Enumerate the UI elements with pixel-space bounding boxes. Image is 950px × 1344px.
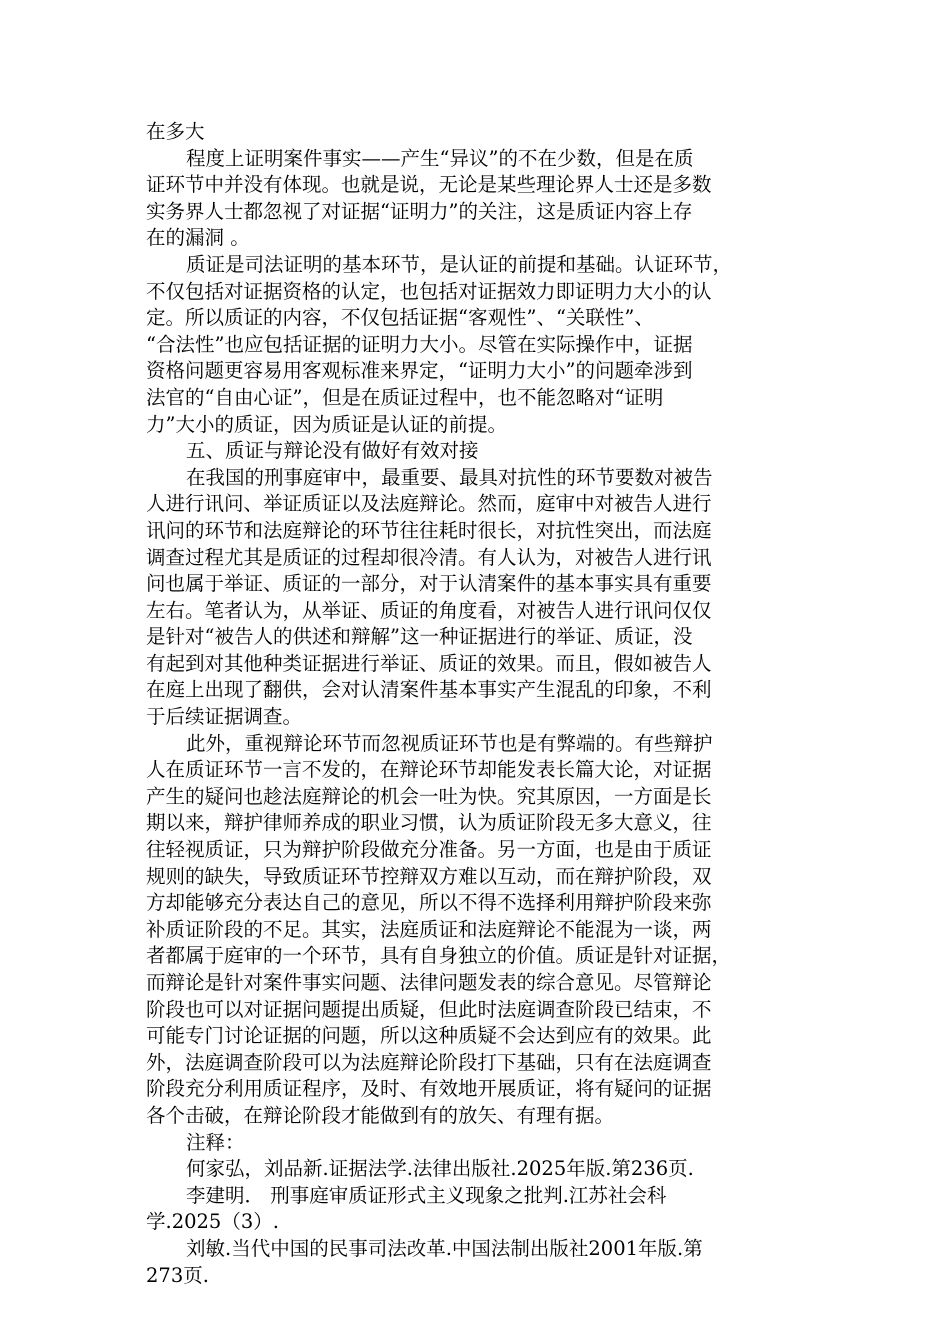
text-line: 方却能够充分表达自己的意见，所以不得不选择利用辩护阶段来弥 [146,891,712,915]
text-line: 阶段充分利用质证程序，及时、有效地开展质证，将有疑问的证据 [146,1077,712,1101]
text-line: 阶段也可以对证据问题提出质疑，但此时法庭调查阶段已结束，不 [146,997,712,1021]
text-line: 各个击破，在辩论阶段才能做到有的放矢、有理有据。 [146,1103,615,1127]
text-line: 问也属于举证、质证的一部分，对于认清案件的基本事实具有重要 [146,572,712,596]
text-line: 而辩论是针对案件事实问题、法律问题发表的综合意见。尽管辩论 [146,971,712,994]
text-line: 调查过程尤其是质证的过程却很冷清。有人认为，对被告人进行讯 [146,545,712,569]
text-line: 者都属于庭审的一个环节，具有自身独立的价值。质证是针对证据， [146,944,732,968]
text-line: 规则的缺失，导致质证环节控辩双方难以互动，而在辩护阶段，双 [146,864,712,888]
text-line: 补质证阶段的不足。其实，法庭质证和法庭辩论不能混为一谈，两 [146,917,712,941]
text-line: 273页. [146,1263,209,1287]
text-line: 在多大 [146,120,205,143]
text-line: 资格问题更容易用客观标准来界定，“证明力大小”的问题牵涉到 [146,359,693,383]
text-line: 外，法庭调查阶段可以为法庭辩论阶段打下基础，只有在法庭调查 [146,1050,712,1074]
text-line: 在的漏洞 。 [146,226,250,250]
text-line: 学.2025（3）. [146,1210,279,1234]
text-line: 不仅包括对证据资格的认定，也包括对证据效力即证明力大小的认 [146,279,712,303]
text-line: 有起到对其他种类证据进行举证、质证的效果。而且，假如被告人 [146,651,712,675]
text-line: 程度上证明案件事实——产生“异议”的不在少数，但是在质 [186,146,694,170]
text-line: 在庭上出现了翻供，会对认清案件基本事实产生混乱的印象，不利 [146,678,712,702]
text-line: 产生的疑问也趁法庭辩论的机会一吐为快。究其原因，一方面是长 [146,784,712,808]
text-line: 力”大小的质证，因为质证是认证的前提。 [146,412,507,436]
text-line: 在我国的刑事庭审中，最重要、最具对抗性的环节要数对被告 [186,465,713,489]
text-line: 五、质证与辩论没有做好有效对接 [186,439,479,463]
text-line: 质证是司法证明的基本环节，是认证的前提和基础。认证环节， [186,252,733,276]
text-line: 李建明． 刑事庭审质证形式主义现象之批判.江苏社会科 [186,1183,667,1207]
text-line: 可能专门讨论证据的问题，所以这种质疑不会达到应有的效果。此 [146,1024,712,1048]
text-line: 左右。笔者认为，从举证、质证的角度看，对被告人进行讯问仅仅 [146,598,712,622]
text-line: 定。所以质证的内容，不仅包括证据“客观性”、“关联性”、 [146,306,654,330]
text-line: 法官的“自由心证”，但是在质证过程中，也不能忽略对“证明 [146,385,664,409]
text-line: 注释： [186,1130,245,1154]
text-line: 期以来，辩护律师养成的职业习惯，认为质证阶段无多大意义，往 [146,811,712,835]
text-line: 于后续证据调查。 [146,705,303,729]
text-line: “合法性”也应包括证据的证明力大小。尽管在实际操作中，证据 [146,332,693,356]
text-line: 实务界人士都忽视了对证据“证明力”的关注，这是质证内容上存 [146,199,693,223]
text-line: 往轻视质证，只为辩护阶段做充分准备。另一方面，也是由于质证 [146,838,712,862]
text-line: 讯问的环节和法庭辩论的环节往往耗时很长，对抗性突出，而法庭 [146,518,712,542]
text-line: 证环节中并没有体现。也就是说，无论是某些理论界人士还是多数 [146,173,712,197]
text-line: 刘敏.当代中国的民事司法改革.中国法制出版社2001年版.第 [186,1236,703,1260]
text-line: 何家弘，刘品新.证据法学.法律出版社.2025年版.第236页. [186,1157,694,1181]
text-line: 此外，重视辩论环节而忽视质证环节也是有弊端的。有些辩护 [186,731,713,755]
text-line: 是针对“被告人的供述和辩解”这一种证据进行的举证、质证，没 [146,625,693,649]
text-line: 人在质证环节一言不发的，在辩论环节却能发表长篇大论，对证据 [146,758,712,782]
document-body [146,119,806,1289]
text-line: 人进行讯问、举证质证以及法庭辩论。然而，庭审中对被告人进行 [146,492,712,516]
